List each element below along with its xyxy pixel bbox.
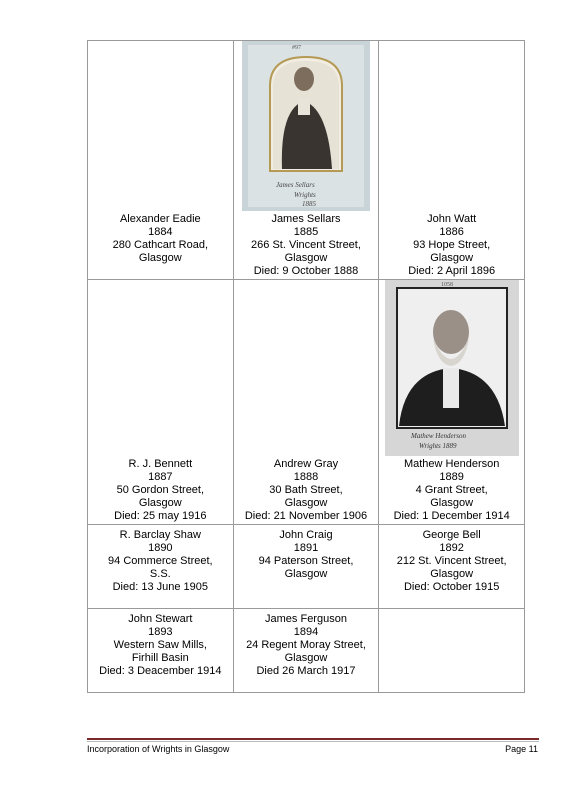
member-cell: [379, 41, 525, 280]
member-died: Died: 25 may 1916: [114, 510, 207, 522]
table-row: [88, 525, 525, 609]
member-address: 4 Grant Street,: [415, 484, 488, 496]
member-year: 1890: [148, 542, 173, 554]
member-city: Glasgow: [284, 497, 328, 509]
member-cell: [88, 41, 234, 280]
member-name: James Ferguson: [265, 613, 347, 625]
member-cell: [233, 609, 379, 693]
member-address: 94 Paterson Street,: [258, 555, 354, 567]
member-name: R. Barclay Shaw: [119, 529, 201, 541]
member-name: John Craig: [279, 529, 333, 541]
member-city: Glasgow: [284, 652, 328, 664]
member-name: Alexander Eadie: [119, 213, 201, 225]
member-name: Mathew Henderson: [403, 458, 500, 470]
members-table: [87, 40, 525, 693]
member-cell: [379, 280, 525, 525]
member-year: 1886: [439, 226, 464, 238]
member-name: George Bell: [422, 529, 481, 541]
member-address: 266 St. Vincent Street,: [251, 239, 361, 251]
member-name: John Watt: [427, 213, 477, 225]
member-city: Firhill Basin: [131, 652, 189, 664]
photo-caption-2: Wrights 1889: [418, 442, 457, 450]
member-city: Glasgow: [138, 252, 182, 264]
member-year: 1885: [293, 226, 319, 238]
member-address: Western Saw Mills,: [113, 639, 207, 651]
member-cell: [233, 280, 379, 525]
member-name: Andrew Gray: [273, 458, 339, 470]
member-name: John Stewart: [128, 613, 193, 625]
member-city: Glasgow: [430, 497, 474, 509]
member-address: 212 St. Vincent Street,: [396, 555, 507, 567]
member-cell: [233, 525, 379, 609]
photo-caption-3: 1885: [301, 200, 316, 208]
table-row: [88, 41, 525, 280]
member-city: Glasgow: [138, 497, 182, 509]
footer-title: Incorporation of Wrights in Glasgow: [87, 744, 230, 754]
member-died: Died 26 March 1917: [256, 665, 356, 677]
member-year: 1892: [439, 542, 464, 554]
member-address: 50 Gordon Street,: [116, 484, 205, 496]
member-address: 24 Regent Moray Street,: [246, 639, 366, 651]
member-year: 1891: [293, 542, 319, 554]
member-name: James Sellars: [271, 213, 341, 225]
portrait-photo: [242, 41, 370, 211]
member-died: Died: 21 November 1906: [244, 510, 368, 522]
member-died: Died: October 1915: [403, 581, 500, 593]
member-died: Died: 3 Deacember 1914: [99, 665, 222, 677]
member-year: 1894: [293, 626, 319, 638]
member-city: Glasgow: [430, 252, 474, 264]
member-city: Glasgow: [284, 568, 328, 580]
member-year: 1888: [293, 471, 319, 483]
footer-divider-thin: [87, 741, 539, 742]
member-year: 1884: [148, 226, 173, 238]
member-city: Glasgow: [430, 568, 474, 580]
member-cell: [88, 525, 234, 609]
photo-mark: #97: [291, 45, 301, 51]
photo-caption: James Sellars: [275, 181, 315, 189]
table-row: [88, 609, 525, 693]
member-address: 280 Cathcart Road,: [112, 239, 209, 251]
portrait-photo: [385, 280, 519, 456]
member-year: 1889: [439, 471, 464, 483]
member-year: 1893: [148, 626, 173, 638]
member-died: Died: 13 June 1905: [112, 581, 209, 593]
member-address: 93 Hope Street,: [413, 239, 491, 251]
empty-cell: [379, 609, 525, 693]
member-cell: [88, 609, 234, 693]
table-row: [88, 280, 525, 525]
member-died: Died: 2 April 1896: [408, 265, 496, 277]
member-name: R. J. Bennett: [128, 458, 193, 470]
footer-divider: [87, 738, 539, 740]
member-died: Died: 1 December 1914: [393, 510, 510, 522]
member-address: 30 Bath Street,: [269, 484, 343, 496]
member-cell: [88, 280, 234, 525]
member-city: S.S.: [149, 568, 171, 580]
member-died: Died: 9 October 1888: [253, 265, 359, 277]
member-address: 94 Commerce Street,: [108, 555, 213, 567]
page-number: Page 11: [505, 744, 538, 754]
member-cell: [379, 525, 525, 609]
photo-caption: Mathew Henderson: [410, 432, 466, 440]
member-city: Glasgow: [284, 252, 328, 264]
photo-mark: 1058: [440, 282, 453, 288]
member-year: 1887: [148, 471, 173, 483]
photo-caption-2: Wrights: [293, 191, 316, 199]
member-cell: [233, 41, 379, 280]
member-died: [90, 265, 231, 278]
